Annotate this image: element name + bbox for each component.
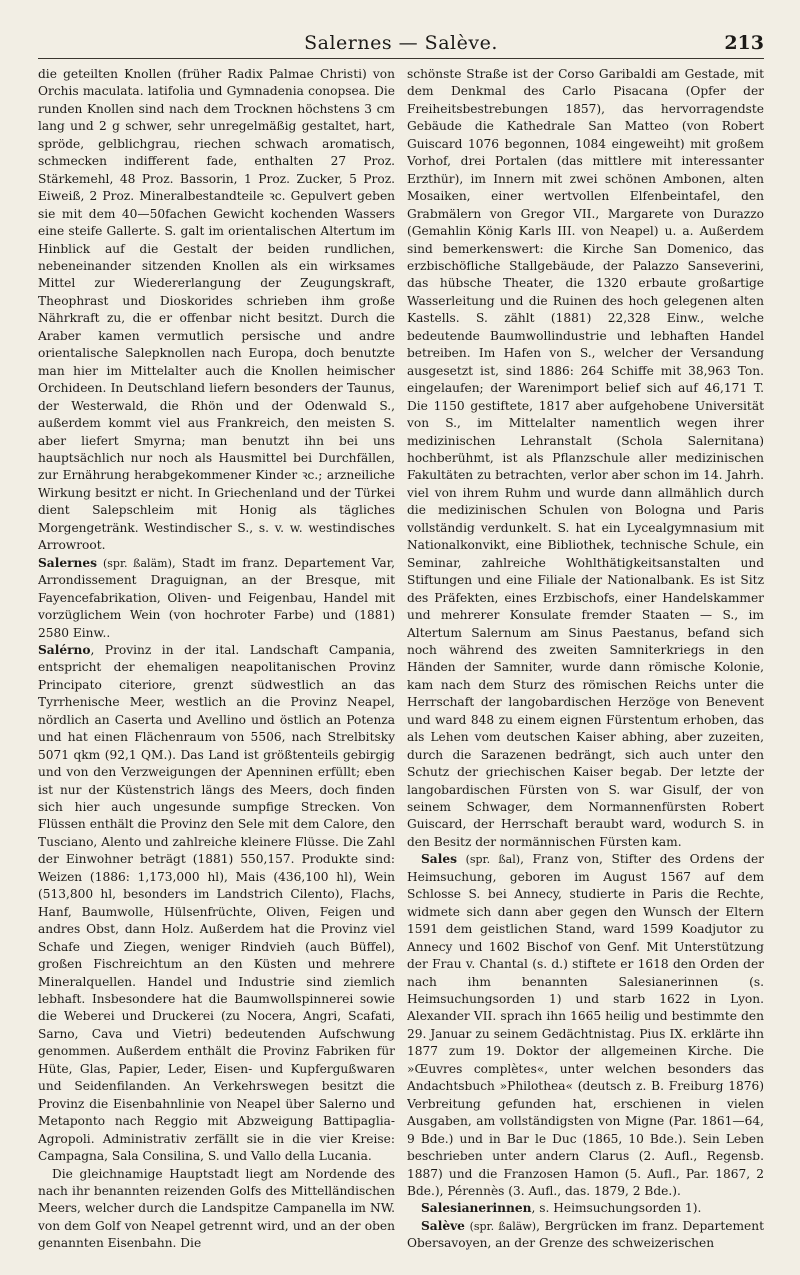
left-column <box>38 66 395 1257</box>
headword: Salesianerinnen <box>421 1201 532 1216</box>
entry-text: , Stadt im franz. Departement Var, Arrondissement Draguignan, an der Bresque, mit Fayencefabrikation, Oliven- und Feigenbau, Handel mit vorzüglichem Wein (von hochroter Farbe) und (1881) 2580 Einw.. <box>38 555 395 640</box>
running-head: Salernes — Salève. <box>304 32 498 54</box>
entry-salesianerinnen <box>407 1200 764 1217</box>
headword: Salève <box>421 1218 465 1233</box>
entry-salerno <box>38 642 395 1166</box>
page-header <box>38 28 764 58</box>
pronunciation: (spr. ßaläm) <box>103 556 172 570</box>
headword: Salérno <box>38 642 91 657</box>
headword: Salernes <box>38 555 97 570</box>
entry-sales <box>407 851 764 1200</box>
header-rule <box>38 58 764 59</box>
paragraph-text: Die gleichnamige Hauptstadt liegt am Nordende des nach ihr benannten reizenden Golfs des Mittelländischen Meers, welcher durch die Landspitze Campanella im NW. von dem Golf von Neapel getrennt wird, und an der oben genannten Eisenbahn. Die <box>38 1166 395 1251</box>
headword: Sales <box>421 852 457 867</box>
right-column <box>407 66 764 1257</box>
pronunciation: (spr. ßal) <box>465 853 521 867</box>
continuation-text <box>407 66 764 851</box>
entry-text: , Provinz in der ital. Landschaft Campania, entspricht der ehemaligen neapolitanischen Provinz Principato citeriore, grenzt südwestlich an das Tyrrhenische Meer, westlich an die Provinz Neapel, nördlich an Caserta und Avellino und östlich an Potenza und hat einen Flächenraum von 5506, nach Strelbitsky 5071 qkm (92,1 QM.). Das Land ist größtenteils gebirgig und von den Verzweigungen der Apenninen erfüllt; eben ist nur der Küstenstrich längs des Meers, doch finden sich hier auch ungesunde sumpfige Strecken. Von Flüssen enthält die Provinz den Sele mit dem Calore, den Tusciano, Alento und zahlreiche kleinere Flüsse. Die Zahl der Einwohner beträgt (1881) 550,157. Produkte sind: Weizen (1886: 1,173,000 hl), Mais (436,100 hl), Wein (513,800 hl, besonders im Landstrich Cilento), Flachs, Hanf, Baumwolle, Hülsenfrüchte, Oliven, Feigen und andres Obst, dann Holz. Außerdem hat die Provinz viel Schafe und Ziegen, weniger Rindvieh (auch Büffel), großen Fischreichtum an den Küsten und mehrere Mineralquellen. Handel und Industrie sind ziemlich lebhaft. Insbesondere hat die Baumwollspinnerei sowie die Weberei und Druckerei (zu Nocera, Angri, Scafati, Sarno, Cava und Vietri) bedeutenden Aufschwung genommen. Außerdem enthält die Provinz Fabriken für Hüte, Glas, Papier, Leder, Eisen- und Kupfergußwaren und Seidenfilanden. An Verkehrswegen besitzt die Provinz die Eisenbahnlinie von Neapel über Salerno und Metaponto nach Reggio mit Abzweigung Battipaglia-Agropoli. Administrativ zerfällt sie in die vier Kreise: Campagna, Sala Consilina, S. und Vallo della Lucania. <box>38 642 395 1164</box>
continuation-text <box>38 66 395 555</box>
entry-saleve <box>407 1218 764 1253</box>
entry-text: , Franz von, Stifter des Ordens der Heimsuchung, geboren im August 1567 auf dem Schlosse S. bei Annecy, studierte in Paris die Rechte, widmete sich dann aber gegen den Wunsch der Eltern 1591 dem geistlichen Stand, ward 1599 Koadjutor zu Annecy und 1602 Bischof von Genf. Mit Unterstützung der Frau v. Chantal (s. d.) stiftete er 1618 den Orden der nach ihm benannten Salesianerinnen (s. Heimsuchungsorden 1) und starb 1622 in Lyon. Alexander VII. sprach ihn 1665 heilig und bestimmte den 29. Januar zu seinem Gedächtnistag. Pius IX. erklärte ihn 1877 zum 19. Doktor der allgemeinen Kirche. Die »Œuvres complètes«, unter welchen besonders das Andachtsbuch »Philothea« (deutsch z. B. Freiburg 1876) Verbreitung gefunden hat, erschienen in vielen Ausgaben, am vollständigsten von Migne (Par. 1861—64, 9 Bde.) und in Bar le Duc (1865, 10 Bde.). Sein Leben beschrieben unter andern Clarus (2. Aufl., Regensb. 1887) und die Franzosen Hamon (5. Aufl., Par. 1867, 2 Bde.), Pérennès (3. Aufl., das. 1879, 2 Bde.). <box>407 852 764 1198</box>
text-columns <box>38 66 764 1257</box>
pronunciation: (spr. ßaläw) <box>469 1219 537 1233</box>
entry-text: , s. Heimsuchungsorden 1). <box>531 1201 702 1216</box>
entry-text: , Bergrücken im franz. Departement Obersavoyen, an der Grenze des schweizerischen <box>407 1218 764 1251</box>
page-number: 213 <box>724 32 764 54</box>
entry-salernes <box>38 555 395 642</box>
paragraph-text: schönste Straße ist der Corso Garibaldi am Gestade, mit dem Denkmal des Carlo Pisacana (Opfer der Freiheitsbestrebungen 1857), das hervorragendste Gebäude die Kathedrale San Matteo (von Robert Guiscard 1076 begonnen, 1084 eingeweiht) mit großem Vorhof, drei Portalen (das mittlere mit interessanter Erzthür), im Innern mit zwei schönen Ambonen, alten Mosaiken, einer wertvollen Elfenbeintafel, den Grabmälern von Gregor VII., Margarete von Durazzo (Gemahlin König Karls III. von Neapel) u. a. Außerdem sind bemerkenswert: die Kirche San Domenico, das erzbischöfliche Stallgebäude, der Palazzo Sanseverini, das hübsche Theater, die 1320 erbaute großartige Wasserleitung und die Ruinen des hoch gelegenen alten Kastells. S. zählt (1881) 22,328 Einw., welche bedeutende Baumwollindustrie und lebhaften Handel betreiben. Im Hafen von S., welcher der Versandung ausgesetzt ist, sind 1886: 264 Schiffe mit 38,963 Ton. eingelaufen; der Warenimport belief sich auf 46,171 T. Die 1150 gestiftete, 1817 aber aufgehobene Universität von S., im Mittelalter namentlich wegen ihrer medizinischen Lehranstalt (Schola Salernitana) hochberühmt, ist als Pflanzschule aller medizinischen Fakultäten zu betrachten, verlor aber schon im 14. Jahrh. viel von ihrem Ruhm und wurde dann allmählich durch die medizinischen Schulen von Bologna und Paris vollständig verdunkelt. S. hat ein Lycealgymnasium mit Nationalkonvikt, eine Bibliothek, technische Schule, ein Seminar, zahlreiche Wohlthätigkeitsanstalten und Stiftungen und eine Filiale der Nationalbank. Es ist Sitz des Präfekten, eines Erzbischofs, einer Handelskammer und mehrerer Konsulate fremder Staaten — S., im Altertum Salernum am Sinus Paestanus, befand sich noch während des zweiten Samniterkriegs in den Händen der Samniter, wurde dann römische Kolonie, kam nach dem Sturz des römischen Reichs unter die Herrschaft der langobardischen Herzöge von Benevent und ward 848 zu einem eignen Fürstentum erhoben, das als Lehen vom deutschen Kaiser abhing, aber zuzeiten, durch die Sarazenen bedrängt, sich auch unter den Schutz der griechischen Kaiser begab. Der letzte der langobardischen Fürsten von S. war Gisulf, der von seinem Schwager, dem Normannenfürsten Robert Guiscard, der Herrschaft beraubt ward, wodurch S. in den Besitz der normännischen Fürsten kam. <box>407 67 764 849</box>
paragraph-text: die geteilten Knollen (früher Radix Palmae Christi) von Orchis maculata. latifolia und Gymnadenia conopsea. Die runden Knollen sind nach dem Trocknen höchstens 3 cm lang und 2 g schwer, sehr unregelmäßig gestaltet, hart, spröde, gelblichgrau, riechen schwach aromatisch, schmecken indifferent fade, enthalten 27 Proz. Stärkemehl, 48 Proz. Bassorin, 1 Proz. Zucker, 5 Proz. Eiweiß, 2 Proz. Mineralbestandteile ꝛc. Gepulvert geben sie mit dem 40—50fachen Gewicht kochenden Wassers eine steife Gallerte. S. galt im orientalischen Altertum im Hinblick auf die Gestalt der beiden rundlichen, nebeneinander sitzenden Knollen als ein wirksames Mittel zur Wiedererlangung der Zeugungskraft, Theophrast und Dioskorides schrieben ihm große Nährkraft zu, die er offenbar nicht besitzt. Durch die Araber kamen vermutlich persische und andre orientalische Salepknollen nach Europa, doch benutzte man hier im Mittelalter auch die Knollen heimischer Orchideen. In Deutschland liefern besonders der Taunus, der Westerwald, die Rhön und der Odenwald S., außerdem kommt viel aus Frankreich, den meisten S. aber liefert Smyrna; man benutzt ihn bei uns hauptsächlich nur noch als Hausmittel bei Durchfällen, zur Ernährung herabgekommener Kinder ꝛc.; arzneiliche Wirkung besitzt er nicht. In Griechenland und der Türkei dient Salepschleim mit Honig als tägliches Morgengetränk. Westindischer S., s. v. w. westindisches Arrowroot. <box>38 67 395 553</box>
paragraph-hauptstadt <box>38 1166 395 1253</box>
